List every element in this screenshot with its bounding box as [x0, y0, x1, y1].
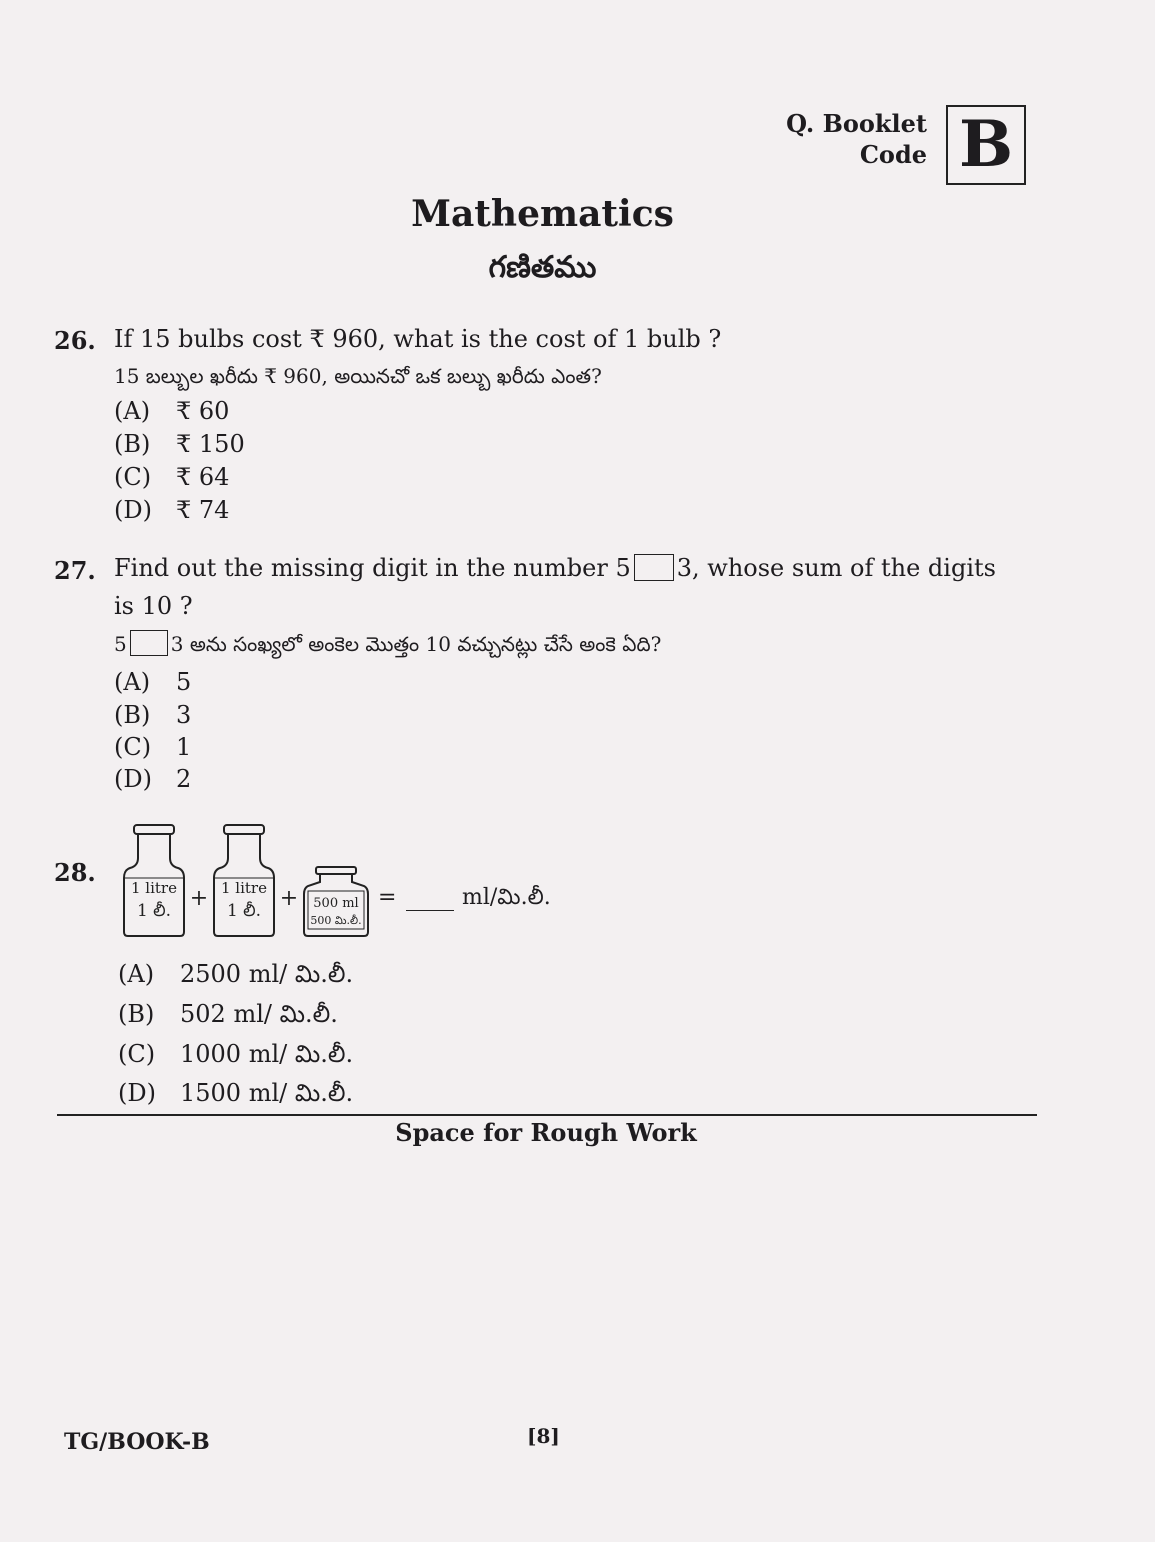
option-label: (A) [118, 960, 155, 988]
jar-2-label: 1 litre [221, 879, 267, 897]
missing-digit-box [634, 554, 674, 581]
booklet-code-box [946, 105, 1026, 185]
booklet-label-line2: Code [859, 140, 927, 169]
option-text: ₹ 74 [176, 496, 230, 524]
option-label: (B) [118, 1000, 155, 1028]
question-27-option-c [114, 733, 191, 761]
option-label: (C) [114, 463, 152, 491]
booklet-code-label [786, 108, 927, 170]
option-label: (A) [114, 668, 151, 696]
jar-equation-figure [118, 820, 378, 945]
answer-blank [406, 910, 454, 911]
page-title: Mathematics [411, 193, 674, 235]
option-label: (D) [118, 1079, 156, 1107]
question-27-text-part1: Find out the missing digit in the number 5 [114, 554, 631, 582]
option-text: 502 ml/ మి.లీ. [180, 1000, 338, 1028]
question-27-number: 27. [54, 556, 96, 585]
question-26-option-b [114, 430, 245, 458]
question-27-text-telugu [114, 630, 661, 661]
equals-sign: = [378, 885, 397, 910]
question-26-option-c [114, 463, 229, 491]
jar-2-label-telugu: 1 లీ. [226, 901, 262, 921]
booklet-code: B [958, 107, 1014, 182]
question-28-option-b [118, 1000, 338, 1034]
question-26-option-d [114, 496, 229, 524]
question-28-option-a [118, 960, 353, 994]
question-27-text-line2: is 10 ? [114, 592, 193, 620]
option-text: 2500 ml/ మి.లీ. [180, 960, 354, 988]
question-27-option-b [114, 701, 191, 729]
footer-booklet-id: TG/BOOK-B [64, 1429, 210, 1455]
question-26-text-telugu: 15 బల్బుల ఖరీదు ₹ 960, అయినచో ఒక బల్బు ఖరీదు ఎంత? [114, 364, 602, 388]
option-text: ₹ 60 [176, 397, 230, 425]
question-27-option-a [114, 668, 191, 696]
question-27-text-part2: 3, whose sum of the digits [676, 554, 996, 582]
question-28-number: 28. [54, 858, 96, 887]
footer-page-number: [8] [527, 1424, 560, 1448]
option-label: (B) [114, 430, 151, 458]
option-text: ₹ 150 [176, 430, 245, 458]
jar-3-label: 500 ml [313, 896, 359, 911]
option-text: 3 [176, 701, 192, 729]
section-divider [57, 1114, 1037, 1116]
question-28-option-c [118, 1040, 353, 1074]
option-label: (D) [114, 496, 152, 524]
question-27-text [114, 550, 996, 586]
option-label: (B) [114, 701, 151, 729]
question-27-telugu-part1: 5 [114, 632, 127, 656]
page-title-telugu: గణితము [488, 250, 597, 285]
unit-label: ml/మి.లీ. [462, 885, 551, 910]
question-26-text: If 15 bulbs cost ₹ 960, what is the cost of 1 bulb ? [114, 325, 722, 353]
question-26-option-a [114, 397, 229, 425]
missing-digit-box [130, 630, 168, 656]
option-label: (A) [114, 397, 151, 425]
option-text: 1 [176, 733, 192, 761]
option-text: 5 [176, 668, 192, 696]
option-text: 1500 ml/ మి.లీ. [180, 1079, 354, 1107]
jar-1-label: 1 litre [131, 879, 177, 897]
jar-3-label-telugu: 500 మి.లీ. [310, 914, 362, 927]
option-text: 1000 ml/ మి.లీ. [180, 1040, 354, 1068]
booklet-label-line1: Q. Booklet [786, 109, 927, 138]
option-label: (C) [118, 1040, 156, 1068]
option-label: (C) [114, 733, 152, 761]
question-27-option-d [114, 765, 191, 793]
question-28-option-d [118, 1079, 353, 1113]
option-text: 2 [176, 765, 192, 793]
plus-sign: + [189, 886, 209, 911]
option-text: ₹ 64 [176, 463, 230, 491]
option-label: (D) [114, 765, 152, 793]
plus-sign: + [279, 886, 299, 911]
jar-1-label-telugu: 1 లీ. [136, 901, 172, 921]
rough-work-heading: Space for Rough Work [395, 1118, 697, 1147]
question-27-telugu-part2: 3 అను సంఖ్యలో అంకెల మొత్తం 10 వచ్చునట్లు చేసే అంకె ఏది? [170, 632, 662, 656]
question-26-number: 26. [54, 326, 96, 355]
